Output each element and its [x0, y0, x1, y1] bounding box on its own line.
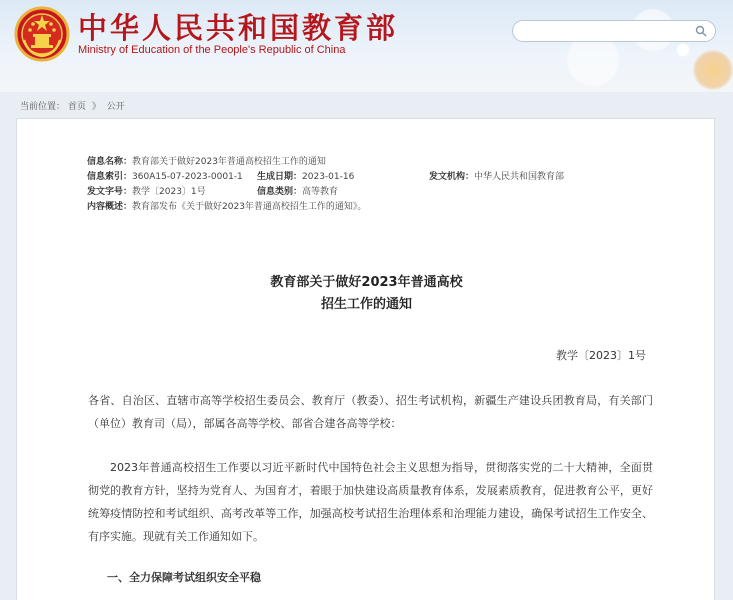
section-heading: 一、全力保障考试组织安全平稳: [107, 571, 261, 584]
meta-category-label: 信息类别：: [257, 187, 303, 197]
breadcrumb-home[interactable]: 首页: [68, 102, 87, 112]
breadcrumb-label: 当前位置：: [20, 102, 66, 112]
meta-category-cell: [257, 185, 338, 200]
breadcrumb-separator: 》: [91, 102, 101, 112]
search-icon[interactable]: [695, 25, 707, 37]
article-title-line2: 招生工作的通知: [320, 297, 412, 312]
meta-row-docno: [87, 185, 647, 200]
site-header: [0, 0, 733, 92]
meta-category-value: 高等教育: [302, 187, 339, 197]
meta-index-value: 360A15-07-2023-0001-1: [132, 172, 243, 182]
meta-docno-label: 发文字号：: [87, 187, 133, 197]
meta-summary-value: 教育部发布《关于做好2023年普通高校招生工作的通知》。: [132, 202, 367, 212]
meta-row-summary: [87, 200, 647, 215]
header-decoration: [533, 0, 713, 92]
meta-date-label: 生成日期：: [257, 172, 303, 182]
site-title[interactable]: 中华人民共和国教育部: [78, 11, 399, 45]
header-bokeh: [693, 50, 733, 90]
meta-row-name: [87, 155, 647, 170]
meta-date-cell: [257, 170, 429, 185]
breadcrumb-public[interactable]: 公开: [106, 102, 125, 112]
meta-index-label: 信息索引：: [87, 172, 133, 182]
meta-docno-value: 教学〔2023〕1号: [132, 187, 206, 197]
meta-name-value: 教育部关于做好2023年普通高校招生工作的通知: [132, 157, 326, 167]
metadata-table: [87, 155, 647, 215]
meta-index-cell: [87, 170, 257, 185]
meta-org-value: 中华人民共和国教育部: [474, 172, 565, 182]
meta-row-index: [87, 170, 647, 185]
breadcrumb: [20, 99, 128, 112]
site-subtitle: Ministry of Education of the People's Republic of China: [78, 44, 346, 56]
meta-org-cell: [429, 170, 564, 185]
article-panel: [16, 118, 715, 600]
article-title: [17, 272, 716, 316]
document-number: 教学〔2023〕1号: [556, 349, 646, 362]
meta-date-value: 2023-01-16: [302, 172, 355, 182]
meta-org-label: 发文机构：: [429, 172, 475, 182]
addressee-paragraph: 各省、自治区、直辖市高等学校招生委员会、教育厅（教委）、招生考试机构，新疆生产建设兵团教育局，有关部门（单位）教育司（局），部属各高等学校、部省合建各高等学校：: [88, 394, 653, 430]
national-emblem-icon[interactable]: [14, 6, 70, 62]
article-title-line1: 教育部关于做好2023年普通高校: [270, 275, 463, 290]
meta-name-label: 信息名称：: [87, 157, 133, 167]
body-paragraph: 2023年普通高校招生工作要以习近平新时代中国特色社会主义思想为指导，贯彻落实党的二十大精神，全面贯彻党的教育方针，坚持为党育人、为国育才，着眼于加快建设高质量教育体系，发展素质教育，促进教育公平，更好统筹疫情防控和考试组织、高考改革等工作，加强高校考试招生治理体系和治理能力建设，确保考试招生工作安全、有序实施。现就有关工作通知如下。: [88, 461, 653, 543]
search-input[interactable]: [512, 20, 716, 42]
meta-docno-cell: [87, 185, 257, 200]
meta-summary-label: 内容概述：: [87, 202, 133, 212]
